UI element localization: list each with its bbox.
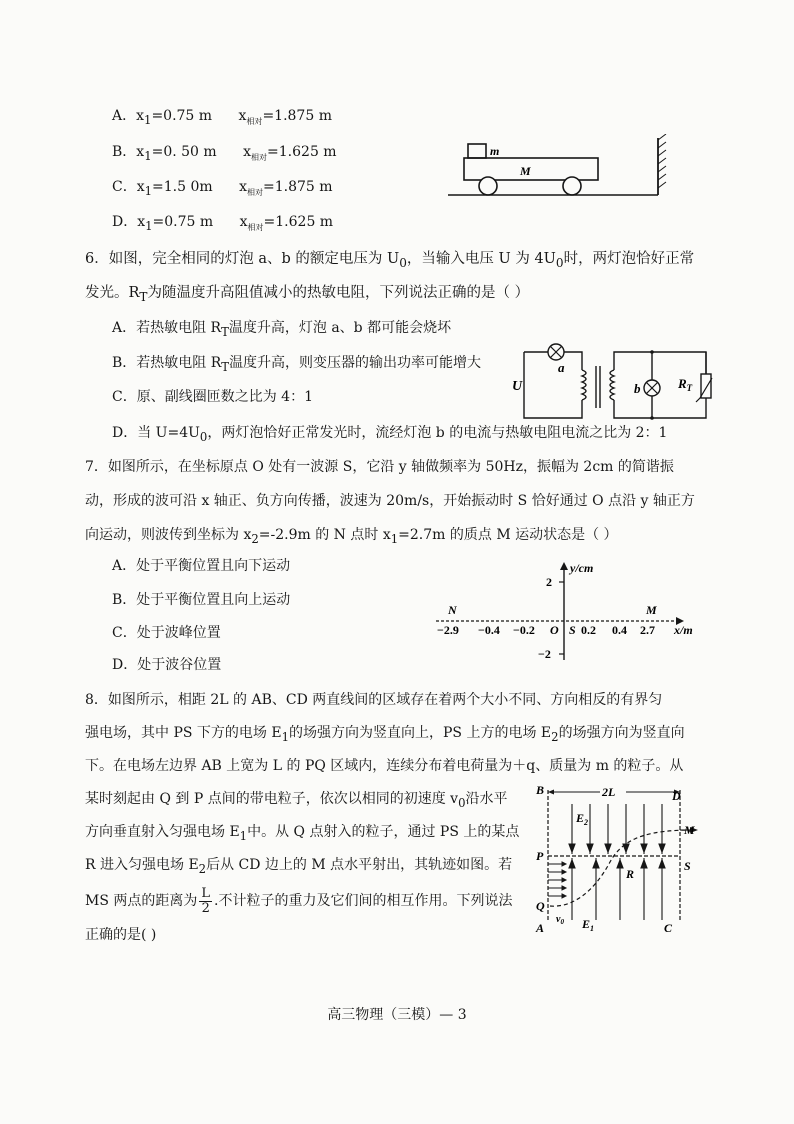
q6-option-d[interactable]: D．当 $U=4U_0$，两灯泡恰好正常发光时，流经灯泡 b 的电流与热敏电阻电流之比为 2：1	[112, 425, 668, 444]
q8-stem-line8: 正确的是( )	[85, 927, 157, 943]
x-tick-n0-4: −0.4	[478, 623, 500, 637]
label-E2: $E_2$	[576, 811, 589, 827]
q7-stem-line1: 7．如图所示，在坐标原点 O 处有一波源 S，它沿 y 轴做频率为 50Hz，振幅为 2cm 的简谐振	[85, 459, 674, 475]
origin-O-label: O	[550, 623, 559, 637]
q8-stem-line7: MS 两点的距离为 $\frac{L}{2}$ .不计粒子的重力及它们间的相互作用。下列说法	[85, 885, 513, 916]
x-tick-0-2: 0.2	[581, 623, 596, 637]
fraction-L-over-2: $\frac{L}{2}$	[201, 885, 211, 916]
point-N-label: N	[448, 603, 457, 617]
wall-hatching	[658, 134, 666, 188]
bulb-a	[548, 344, 564, 360]
q5-option-b[interactable]: B．$x_1=0$. 50 m $x_{相对}=1.625$ m	[112, 144, 337, 163]
q8-stem-line4: 某时刻起由 Q 到 P 点间的带电粒子，依次以相同的初速度 $v_0$沿水平	[85, 791, 508, 810]
q6-stem-line1: 6．如图，完全相同的灯泡 a、b 的额定电压为 $U_0$，当输入电压 U 为 $4U_0$时，两灯泡恰好正常	[85, 251, 695, 270]
block-m	[468, 144, 486, 158]
wheel-right	[563, 177, 581, 195]
label-E1: $E_1$	[582, 917, 595, 933]
label-S: S	[684, 859, 691, 873]
q8-stem-line6: R 进入匀强电场 $E_2$后从 CD 边上的 M 点水平射出，其轨迹如图。若	[85, 857, 513, 876]
q5-option-a[interactable]: A．$x_1=0.75$ m $x_{相对}=1.875$ m	[112, 108, 332, 127]
q6-stem-line2: 发光。$R_T$为随温度升高阻值减小的热敏电阻，下列说法正确的是（ ）	[85, 285, 530, 304]
bulb-b	[644, 380, 660, 396]
label-RT: $R_T$	[678, 376, 693, 393]
label-U: U	[512, 379, 523, 394]
q8-stem-line2: 强电场，其中 PS 下方的电场 $E_1$的场强方向为竖直向上，PS 上方的电场 $E_2$的场强方向为竖直向	[85, 725, 685, 744]
q8-stem-line5: 方向垂直射入匀强电场 $E_1$中。从 Q 点射入的粒子，通过 PS 上的某点	[85, 824, 520, 843]
q6-option-c[interactable]: C．原、副线圈匝数之比为 4：1	[112, 389, 313, 405]
label-M: M	[684, 823, 695, 837]
page-footer: 高三物理（三模）— 3	[327, 1007, 467, 1023]
q8-stem-line1: 8．如图所示，相距 2L 的 AB、CD 两直线间的区域存在着两个大小不同、方向相反的有界匀	[85, 692, 663, 708]
label-m: m	[490, 144, 500, 158]
x-axis-label: x/m	[674, 623, 693, 637]
q7-stem-line3: 向运动，则波传到坐标为 $x_2=-2.9m$ 的 N 点时 $x_1=2.7m$ 的质点 M 运动状态是（ ）	[85, 527, 618, 546]
label-Q: Q	[536, 899, 545, 913]
q6-option-b[interactable]: B．若热敏电阻 $R_T$温度升高，则变压器的输出功率可能增大	[112, 355, 482, 374]
y-tick-top: 2	[546, 575, 552, 589]
label-C: C	[664, 921, 673, 934]
x-tick-2-7: 2.7	[640, 623, 655, 637]
q5-option-c[interactable]: C．$x_1=1.5$ 0m $x_{相对}=1.875$ m	[112, 179, 333, 198]
label-P: P	[536, 849, 544, 863]
x-tick-n2-9: −2.9	[437, 623, 459, 637]
label-v0: $v_0$	[556, 914, 564, 926]
particle-input-arrows	[548, 862, 566, 898]
thermistor-rt	[696, 374, 712, 402]
q6-option-a[interactable]: A．若热敏电阻 $R_T$温度升高，灯泡 a、b 都可能会烧坏	[112, 320, 452, 339]
q7-option-c[interactable]: C．处于波峰位置	[112, 625, 221, 641]
label-M: M	[520, 164, 531, 178]
label-2L: 2L	[602, 785, 616, 799]
q7-stem-line2: 动，形成的波可沿 x 轴正、负方向传播，波速为 20m/s，开始振动时 S 恰好通过 O 点沿 y 轴正方	[85, 493, 695, 509]
point-M-label: M	[646, 603, 657, 617]
y-tick-bottom: −2	[538, 647, 551, 661]
wheel-left	[479, 177, 497, 195]
label-b: b	[634, 381, 641, 396]
label-a: a	[558, 360, 565, 375]
label-D: D	[672, 789, 681, 803]
q7-wave-axis-figure	[428, 560, 708, 666]
q5-cart-figure	[448, 134, 678, 200]
q7-option-a[interactable]: A．处于平衡位置且向下运动	[112, 558, 291, 574]
x-tick-0-4: 0.4	[612, 623, 627, 637]
x-tick-n0-2: −0.2	[513, 623, 535, 637]
source-S-label: S	[569, 623, 576, 637]
y-axis-label: y/cm	[570, 561, 594, 575]
q5-option-d[interactable]: D．$x_1=0.75$ m $x_{相对}=1.625$ m	[112, 214, 334, 233]
label-A: A	[536, 921, 545, 934]
q6-circuit-figure	[512, 338, 722, 424]
cart-M	[464, 158, 598, 180]
q7-option-d[interactable]: D．处于波谷位置	[112, 657, 222, 673]
label-R: R	[626, 867, 635, 881]
label-B: B	[536, 783, 545, 797]
q8-field-figure	[532, 782, 707, 934]
q8-stem-line3: 下。在电场左边界 AB 上宽为 L 的 PQ 区域内，连续分布着电荷量为＋q、质量为 m 的粒子。从	[85, 758, 684, 774]
q7-option-b[interactable]: B．处于平衡位置且向上运动	[112, 592, 291, 608]
field-E1-arrows	[569, 858, 665, 920]
